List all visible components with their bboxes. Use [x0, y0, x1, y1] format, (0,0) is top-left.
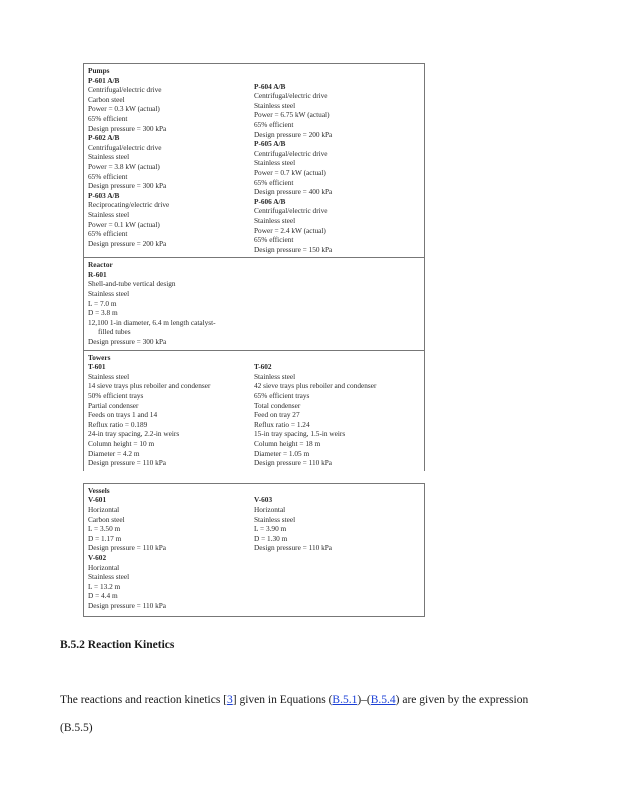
spec-line: Stainless steel — [254, 215, 296, 225]
vessels-left-column — [88, 495, 254, 610]
spec-line: Design pressure = 300 kPa — [88, 123, 167, 133]
spec-line: Power = 3.8 kW (actual) — [88, 161, 160, 171]
spec-line: Reflux ratio = 1.24 — [254, 419, 310, 429]
reactor-title: Reactor — [88, 260, 113, 270]
spec-line: Design pressure = 400 kPa — [254, 187, 333, 197]
equation-link[interactable]: B.5.4 — [370, 694, 396, 706]
spec-line: L = 7.0 m — [88, 298, 117, 308]
vessels-section — [83, 483, 425, 618]
spec-line: Horizontal — [88, 562, 120, 572]
spec-line: filled tubes — [98, 327, 131, 337]
spec-line: Design pressure = 110 kPa — [254, 543, 333, 553]
spec-line: Design pressure = 110 kPa — [254, 458, 333, 468]
spec-line: Column height = 18 m — [254, 438, 321, 448]
spec-line: 24-in tray spacing, 2.2-in weirs — [88, 429, 180, 439]
spec-line: Diameter = 4.2 m — [88, 448, 140, 458]
spec-line: 50% efficient trays — [88, 391, 144, 400]
spec-line: Design pressure = 110 kPa — [88, 543, 167, 553]
equipment-id: P-606 A/B — [254, 196, 286, 206]
pumps-title: Pumps — [88, 66, 110, 75]
spec-line: Centrifugal/electric drive — [88, 85, 162, 95]
spec-line: Stainless steel — [254, 371, 296, 381]
pump-p605 — [254, 139, 420, 197]
spec-line: Horizontal — [88, 504, 120, 514]
vessels-right-column — [254, 495, 420, 610]
body-paragraph — [60, 694, 580, 706]
spec-line: Total condenser — [254, 400, 301, 410]
spec-line: Design pressure = 150 kPa — [254, 244, 333, 254]
spec-line: 65% efficient — [88, 171, 128, 181]
text-run: ) are given by the expression — [395, 694, 529, 706]
section-heading: B.5.2 Reaction Kinetics — [60, 639, 175, 651]
spec-line: 65% efficient — [254, 235, 294, 245]
text-run: The reactions and reaction kinetics [ — [60, 694, 227, 706]
spec-line: Carbon steel — [88, 94, 125, 104]
equipment-id: P-601 A/B — [88, 75, 120, 85]
spec-line: Stainless steel — [88, 209, 130, 219]
spec-line: Reflux ratio = 0.189 — [88, 419, 148, 429]
pumps-section — [83, 63, 425, 257]
spec-line: L = 13.2 m — [88, 581, 121, 591]
spec-line: Design pressure = 200 kPa — [88, 238, 167, 248]
spec-line: 65% efficient — [254, 177, 294, 187]
spec-line: Diameter = 1.05 m — [254, 448, 310, 458]
spec-line: Carbon steel — [88, 514, 125, 524]
spec-line: L = 3.90 m — [254, 524, 287, 534]
spec-line: Power = 6.75 kW (actual) — [254, 110, 330, 120]
spec-line: Stainless steel — [88, 152, 130, 162]
vessel-v602 — [88, 553, 254, 611]
equation-label: (B.5.5) — [60, 722, 93, 734]
spec-line: Design pressure = 300 kPa — [88, 181, 167, 191]
pumps-right-column — [254, 76, 420, 255]
spec-line: D = 1.30 m — [254, 533, 288, 543]
spec-line: 65% efficient — [254, 119, 294, 129]
spec-line: Shell-and-tube vertical design — [88, 279, 176, 289]
spec-line: Centrifugal/electric drive — [254, 206, 328, 216]
spec-line: 65% efficient — [88, 229, 128, 239]
spec-line: D = 1.17 m — [88, 533, 122, 543]
equation-link[interactable]: B.5.1 — [332, 694, 358, 706]
equipment-id: V-603 — [254, 495, 273, 505]
equipment-id: R-601 — [88, 269, 107, 279]
equipment-id: V-602 — [88, 552, 107, 562]
towers-title: Towers — [88, 352, 111, 362]
equipment-id: T-602 — [254, 362, 272, 372]
tower-t601 — [88, 362, 254, 468]
spec-line: L = 3.50 m — [88, 524, 121, 534]
spec-line: D = 4.4 m — [88, 591, 118, 601]
spec-line: 15-in tray spacing, 1.5-in weirs — [254, 429, 346, 439]
vessels-title: Vessels — [88, 485, 110, 495]
pump-p602 — [88, 133, 254, 191]
equipment-table-image — [83, 63, 425, 617]
spec-line: Design pressure = 200 kPa — [254, 129, 333, 139]
spec-line: Power = 0.1 kW (actual) — [88, 219, 160, 229]
pump-p603 — [88, 191, 254, 249]
spec-line: Design pressure = 110 kPa — [88, 458, 167, 468]
equipment-id: P-603 A/B — [88, 190, 120, 200]
towers-section — [83, 350, 425, 471]
equipment-id: P-605 A/B — [254, 139, 286, 149]
spec-line: 14 sieve trays plus reboiler and condenser — [88, 381, 211, 391]
spec-line: Power = 2.4 kW (actual) — [254, 225, 326, 235]
spec-line: Partial condenser — [88, 400, 139, 410]
spec-line: 12,100 1-in diameter, 6.4 m length catalyst- — [88, 317, 216, 327]
spec-line: Feeds on trays 1 and 14 — [88, 410, 158, 420]
spec-line: Feed on tray 27 — [254, 410, 300, 420]
equipment-id: V-601 — [88, 495, 107, 505]
spec-line: Design pressure = 300 kPa — [88, 337, 167, 347]
vessel-v603 — [254, 495, 420, 553]
equipment-id: T-601 — [88, 362, 106, 372]
equipment-id: P-604 A/B — [254, 81, 286, 91]
spec-line: 65% efficient trays — [254, 391, 310, 400]
spec-line: Design pressure = 110 kPa — [88, 600, 167, 610]
spec-line: Power = 0.7 kW (actual) — [254, 167, 326, 177]
spec-line: Stainless steel — [88, 572, 130, 582]
spec-line: Reciprocating/electric drive — [88, 200, 170, 210]
spec-line: Power = 0.3 kW (actual) — [88, 104, 160, 114]
pumps-left-column — [88, 76, 254, 255]
spec-line: Stainless steel — [254, 514, 296, 524]
spec-line: 65% efficient — [88, 113, 128, 123]
spec-line: Horizontal — [254, 504, 286, 514]
text-run: )–( — [357, 694, 371, 706]
equipment-id: P-602 A/B — [88, 133, 120, 143]
spec-line: Column height = 10 m — [88, 438, 155, 448]
reactor-section — [83, 257, 425, 349]
spec-line: Centrifugal/electric drive — [88, 142, 162, 152]
pump-p601 — [88, 76, 254, 134]
spec-line: Stainless steel — [254, 100, 296, 110]
spec-line: Stainless steel — [254, 158, 296, 168]
spec-line: D = 3.8 m — [88, 308, 118, 318]
spec-line: Stainless steel — [88, 289, 130, 299]
spec-line: 42 sieve trays plus reboiler and condenser — [254, 381, 377, 391]
pump-p604 — [254, 82, 420, 140]
reference-link[interactable]: 3 — [227, 694, 233, 706]
spec-line: Stainless steel — [88, 371, 130, 381]
pump-p606 — [254, 197, 420, 255]
tower-t602 — [254, 362, 420, 468]
page-gap — [83, 471, 425, 483]
vessel-v601 — [88, 495, 254, 553]
spec-line: Centrifugal/electric drive — [254, 148, 328, 158]
spec-line: Centrifugal/electric drive — [254, 91, 328, 101]
text-run: ] given in Equations ( — [232, 694, 333, 706]
